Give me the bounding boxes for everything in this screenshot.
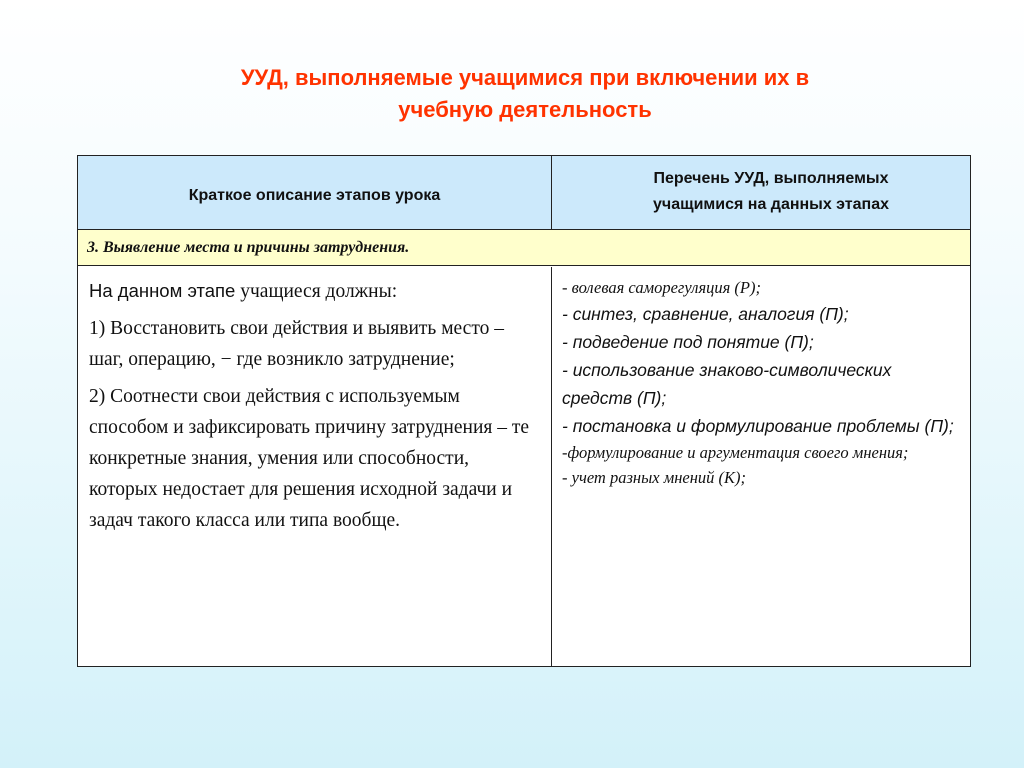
header-stages-description: Краткое описание этапов урока — [78, 156, 552, 229]
uud-table — [77, 155, 971, 667]
uud-list-cell — [552, 267, 970, 666]
uud-item: - использование знаково-символических средств (П); — [562, 360, 892, 408]
header-uud-line-1: Перечень УУД, выполняемых — [653, 170, 889, 187]
requirement-item-1: 1) Восстановить свои действия и выявить место – шаг, операцию, − где возникло затруднение; — [89, 318, 504, 370]
page-title — [100, 62, 950, 126]
uud-item: - подведение под понятие (П); — [562, 332, 814, 352]
uud-item: - учет разных мнений (К); — [562, 468, 746, 487]
uud-item: - волевая саморегуляция (Р); — [562, 278, 761, 297]
title-line-2: учебную деятельность — [398, 97, 652, 122]
intro-sans: На данном этапе — [89, 280, 236, 301]
uud-item: - синтез, сравнение, аналогия (П); — [562, 304, 849, 324]
uud-item: - постановка и формулирование проблемы (П); — [562, 416, 954, 436]
intro-serif: учащиеся должны: — [235, 281, 398, 302]
table-body-row — [78, 267, 970, 666]
requirement-item-2: 2) Соотнести свои действия с используемым способом и зафиксировать причину затруднения – те конкретные знания, умения или способности, которых недостает для решения исходной задачи и задач такого класса или типа вообще. — [89, 386, 530, 531]
stage-row: 3. Выявление места и причины затруднения. — [78, 230, 970, 266]
intro-paragraph — [89, 275, 539, 307]
title-line-1: УУД, выполняемые учащимися при включении их в — [240, 65, 810, 90]
header-uud-line-2: учащимися на данных этапах — [653, 196, 889, 213]
table-header-row — [78, 156, 970, 230]
header-uud-list — [552, 166, 970, 218]
uud-item: -формулирование и аргументация своего мнения; — [562, 443, 909, 462]
stage-description-cell — [78, 267, 552, 666]
